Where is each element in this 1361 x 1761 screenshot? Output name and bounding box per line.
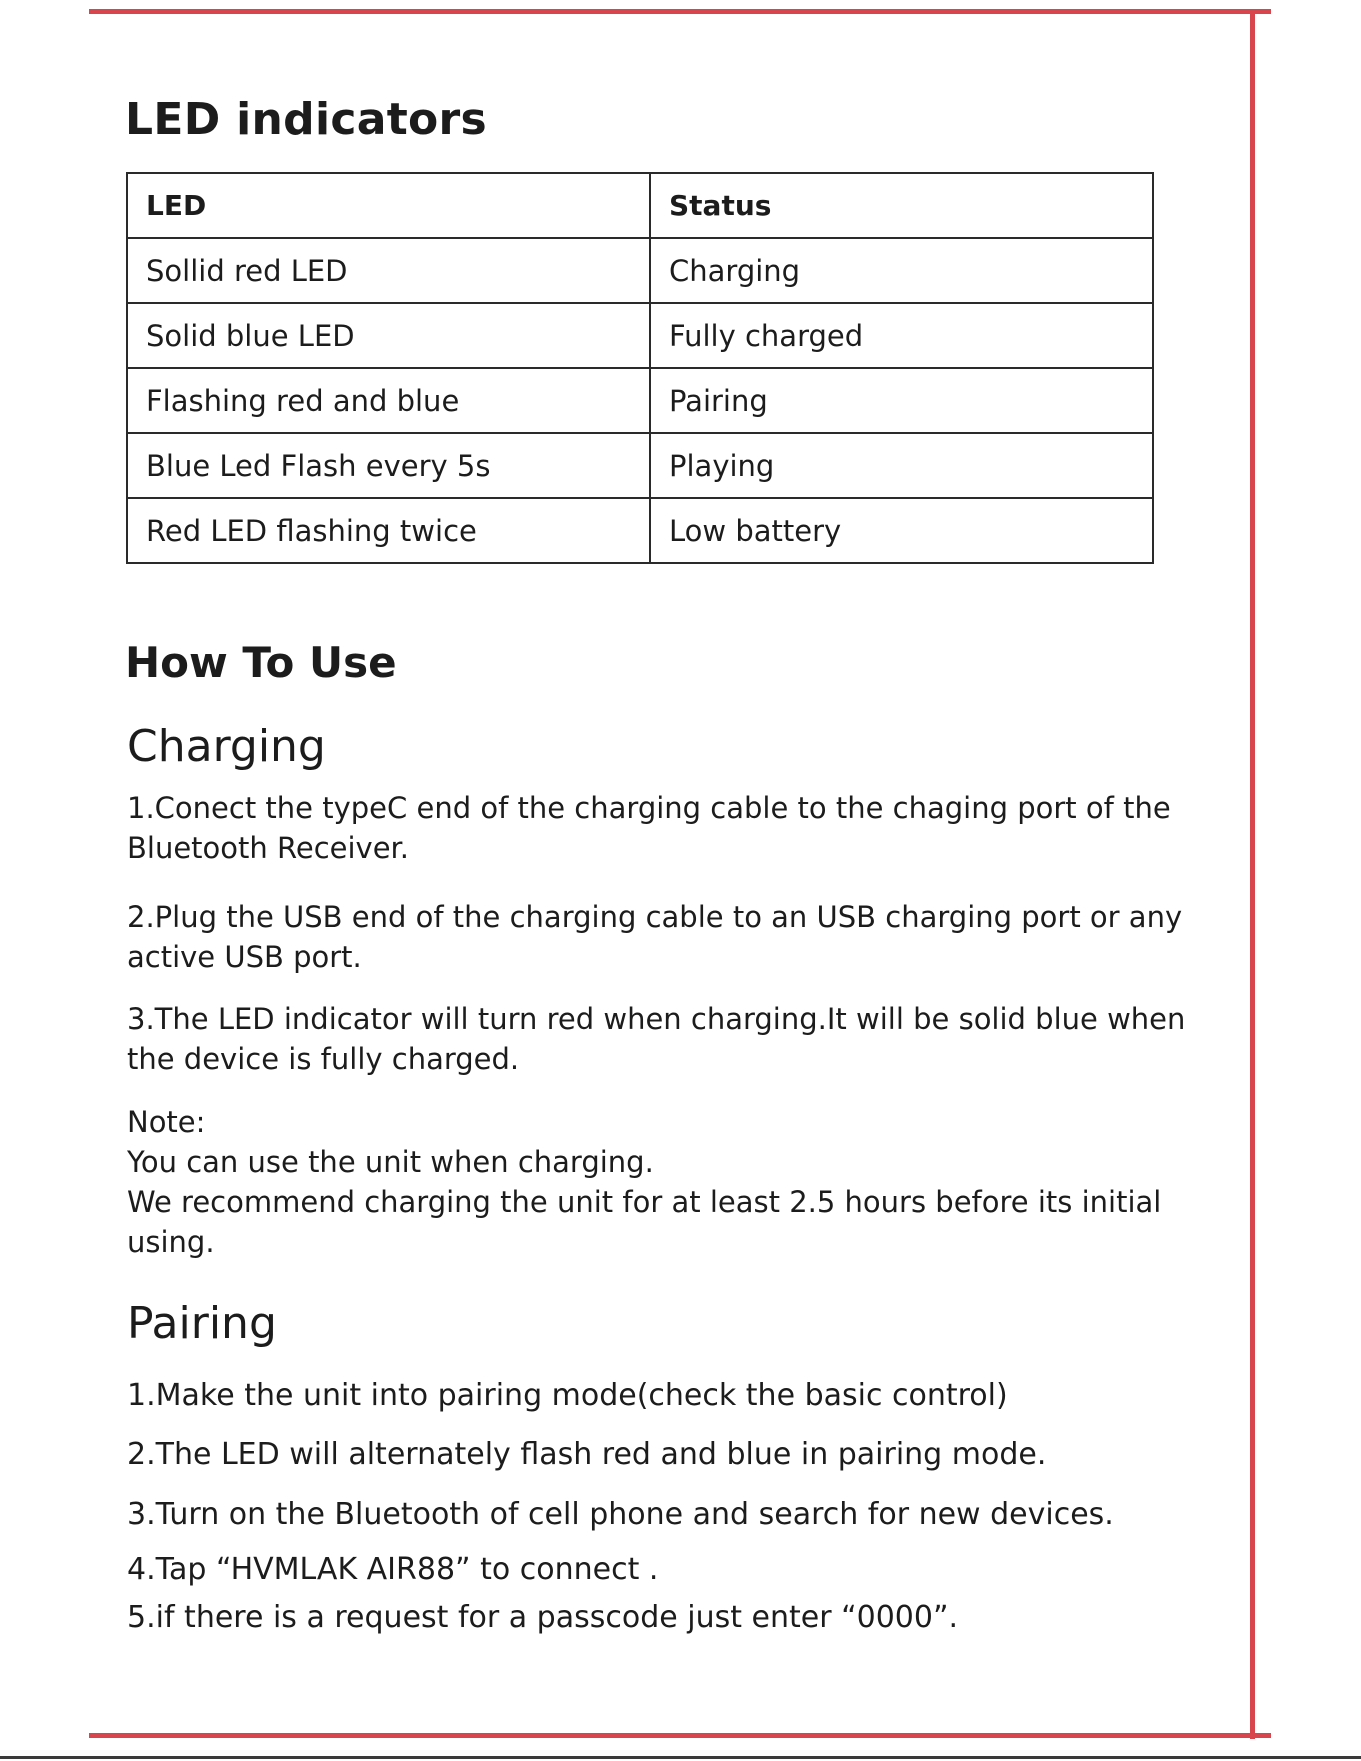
- table-row: [127, 238, 1153, 303]
- table-row: [127, 498, 1153, 563]
- how-to-use-title: How To Use: [125, 638, 397, 687]
- led-cell: Sollid red LED: [127, 238, 650, 303]
- status-cell: Fully charged: [650, 303, 1153, 368]
- led-status-table: [126, 172, 1154, 564]
- led-section-title: LED indicators: [125, 94, 488, 145]
- led-cell: Solid blue LED: [127, 303, 650, 368]
- table-header-row: [127, 173, 1153, 238]
- pairing-step-4: 4.Tap “HVMLAK AIR88” to connect .: [127, 1552, 659, 1587]
- status-cell: Pairing: [650, 368, 1153, 433]
- pairing-subtitle: Pairing: [127, 1298, 277, 1349]
- column-header-led: LED: [127, 173, 650, 238]
- status-cell: Playing: [650, 433, 1153, 498]
- note-line: You can use the unit when charging.: [127, 1145, 654, 1179]
- table-row: [127, 303, 1153, 368]
- status-cell: Charging: [650, 238, 1153, 303]
- page-border-bottom: [89, 1733, 1271, 1738]
- led-cell: Flashing red and blue: [127, 368, 650, 433]
- status-cell: Low battery: [650, 498, 1153, 563]
- note-line: We recommend charging the unit for at least 2.5 hours before its initial using.: [127, 1185, 1162, 1259]
- charging-note: [127, 1102, 1207, 1262]
- pairing-step-3: 3.Turn on the Bluetooth of cell phone and search for new devices.: [127, 1497, 1114, 1532]
- led-cell: Red LED flashing twice: [127, 498, 650, 563]
- table-row: [127, 368, 1153, 433]
- page-bottom-rule: [0, 1756, 1361, 1759]
- charging-step-3: 3.The LED indicator will turn red when charging.It will be solid blue when the device is fully charged.: [127, 1002, 1186, 1076]
- charging-step-2: 2.Plug the USB end of the charging cable to an USB charging port or any active USB port.: [127, 900, 1183, 974]
- column-header-status: Status: [650, 173, 1153, 238]
- led-cell: Blue Led Flash every 5s: [127, 433, 650, 498]
- page-border-right: [1250, 9, 1255, 1739]
- table-row: [127, 433, 1153, 498]
- charging-subtitle: Charging: [127, 721, 326, 772]
- pairing-step-5: 5.if there is a request for a passcode just enter “0000”.: [127, 1600, 959, 1635]
- page-border-top: [89, 9, 1271, 14]
- charging-step-1: 1.Conect the typeC end of the charging cable to the chaging port of the Bluetooth Receiver.: [127, 791, 1171, 865]
- note-label: Note:: [127, 1105, 206, 1139]
- pairing-step-2: 2.The LED will alternately flash red and blue in pairing mode.: [127, 1437, 1047, 1472]
- pairing-step-1: 1.Make the unit into pairing mode(check the basic control): [127, 1378, 1008, 1413]
